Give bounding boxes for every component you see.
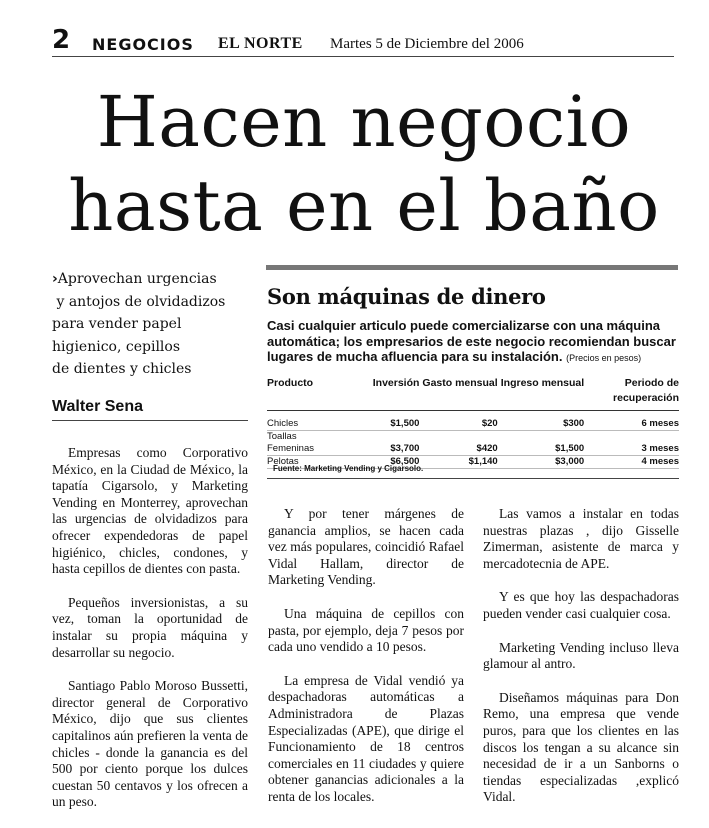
paragraph: Marketing Vending incluso lleva glamour al antro. <box>483 639 679 672</box>
issue-date: Martes 5 de Diciembre del 2006 <box>330 36 524 52</box>
table-source: Fuente: Marketing Vending y Cigarsolo. <box>267 464 679 479</box>
byline-divider <box>52 420 248 421</box>
cell-periodo: 6 meses <box>584 418 679 431</box>
paragraph: Pequeños inversionistas, a su vez, toman la oportunidad de instalar su propia máquina y desarrollar su negocio. <box>52 594 248 660</box>
deck-line: de dientes y chicles <box>52 361 192 377</box>
paragraph: Una máquina de cepillos con pasta, por ejemplo, deja 7 pesos por cada uno vendido a 10 pesos. <box>268 605 464 655</box>
cell-producto: Chicles <box>267 418 358 431</box>
infobox-intro: Casi cualquier articulo puede comercializarse con una máquina automática; los empresarios de este negocio recomiendan buscar lugares de mucha afluencia para su instalación. (Precios en pesos) <box>267 318 676 364</box>
deck-line: para vender papel <box>52 316 182 332</box>
cell-gasto: $1,140 <box>419 456 497 469</box>
cell-producto-cont: Femeninas <box>267 443 358 456</box>
cell-inversion: $6,500 <box>358 456 420 469</box>
infobox-top-bar <box>266 265 678 270</box>
byline: Walter Sena <box>52 398 143 415</box>
page-number: 2 <box>52 25 71 55</box>
cell-periodo: 3 meses <box>584 443 679 456</box>
cell-gasto: $420 <box>419 443 497 456</box>
column-header-inversion: Inversión <box>358 376 420 411</box>
cell-ingreso: $3,000 <box>498 456 585 469</box>
paragraph: Diseñamos máquinas para Don Remo, una empresa que vende puros, para que los clientes en las discos los tengan a su alcance sin necesidad de ir a un Sanborns o tiendas especializadas ,explicó Vidal. <box>483 689 679 805</box>
deck-line: higienico, cepillos <box>52 338 181 355</box>
body-column-3 <box>483 506 679 823</box>
cell-producto: Pelotas <box>267 456 358 469</box>
price-note: (Precios en pesos) <box>566 353 642 363</box>
cell-gasto: $20 <box>419 418 497 431</box>
cell-inversion: $3,700 <box>358 443 420 456</box>
header-divider <box>52 56 674 57</box>
chevron-right-icon: › <box>52 271 58 287</box>
paragraph: Las vamos a instalar en todas nuestras plazas , dijo Gisselle Zimerman, asistente de marca y mercadotecnia de APE. <box>483 506 679 571</box>
paragraph: La empresa de Vidal vendió ya despachadoras automáticas a Administradora de Plazas Especializadas (APE), que dirige el Funcionamiento de 18 centros comerciales en 11 ciudades y quiere obtener ganancias adicionales a la renta de los locales. <box>268 672 464 804</box>
cell-inversion: $1,500 <box>358 418 420 431</box>
headline <box>44 80 684 248</box>
column-header-gasto: Gasto mensual <box>419 376 497 411</box>
column-header-periodo: Periodo de recuperación <box>584 376 679 411</box>
section-name: NEGOCIOS <box>92 35 194 54</box>
column-header-producto: Producto <box>267 376 358 411</box>
cell-periodo: 4 meses <box>584 456 679 469</box>
paragraph: Y por tener márgenes de ganancia amplios, se hacen cada vez más populares, coincidió Rafael Vidal Hallam, director de Marketing Vending. <box>268 506 464 588</box>
table-row <box>267 418 679 431</box>
paragraph: Empresas como Corporativo México, en la Ciudad de México, la tapatía Cigarsolo, y Marketing Vending en Monterrey, aprovechan las urgencias de olvidadizos para ofrecer expendedoras de papel higiénico, chicles, condones, y hasta cepillos de dientes con pasta. <box>52 445 248 577</box>
cell-ingreso: $1,500 <box>498 443 585 456</box>
newspaper-name: EL NORTE <box>218 35 303 52</box>
column-header-ingreso: Ingreso mensual <box>498 376 585 411</box>
table-row <box>267 443 679 456</box>
paragraph: Y es que hoy las despachadoras pueden vender casi cualquier cosa. <box>483 589 679 621</box>
table-header-row <box>267 376 679 411</box>
table-row <box>267 431 679 444</box>
headline-line-2: hasta en el baño <box>68 165 660 247</box>
infobox-title: Son máquinas de dinero <box>267 284 546 309</box>
body-column-2 <box>268 506 464 823</box>
deck <box>52 268 252 381</box>
cell-ingreso: $300 <box>498 418 585 431</box>
paragraph: Santiago Pablo Moroso Bussetti, director general de Corporativo México, dijo que sus clientes capitalinos aún prefieren la venta de chicles - donde la ganancia es del 500 por ciento porque los dulces cuestan 50 centavos y los ofrecen a un peso. <box>52 678 248 810</box>
vending-table <box>267 376 679 469</box>
body-column-1 <box>52 445 248 828</box>
deck-line: ›Aprovechan urgencias <box>52 271 217 287</box>
cell-producto: Toallas <box>267 431 297 442</box>
deck-line: y antojos de olvidadizos <box>56 293 226 310</box>
headline-line-1: Hacen negocio <box>96 81 632 163</box>
